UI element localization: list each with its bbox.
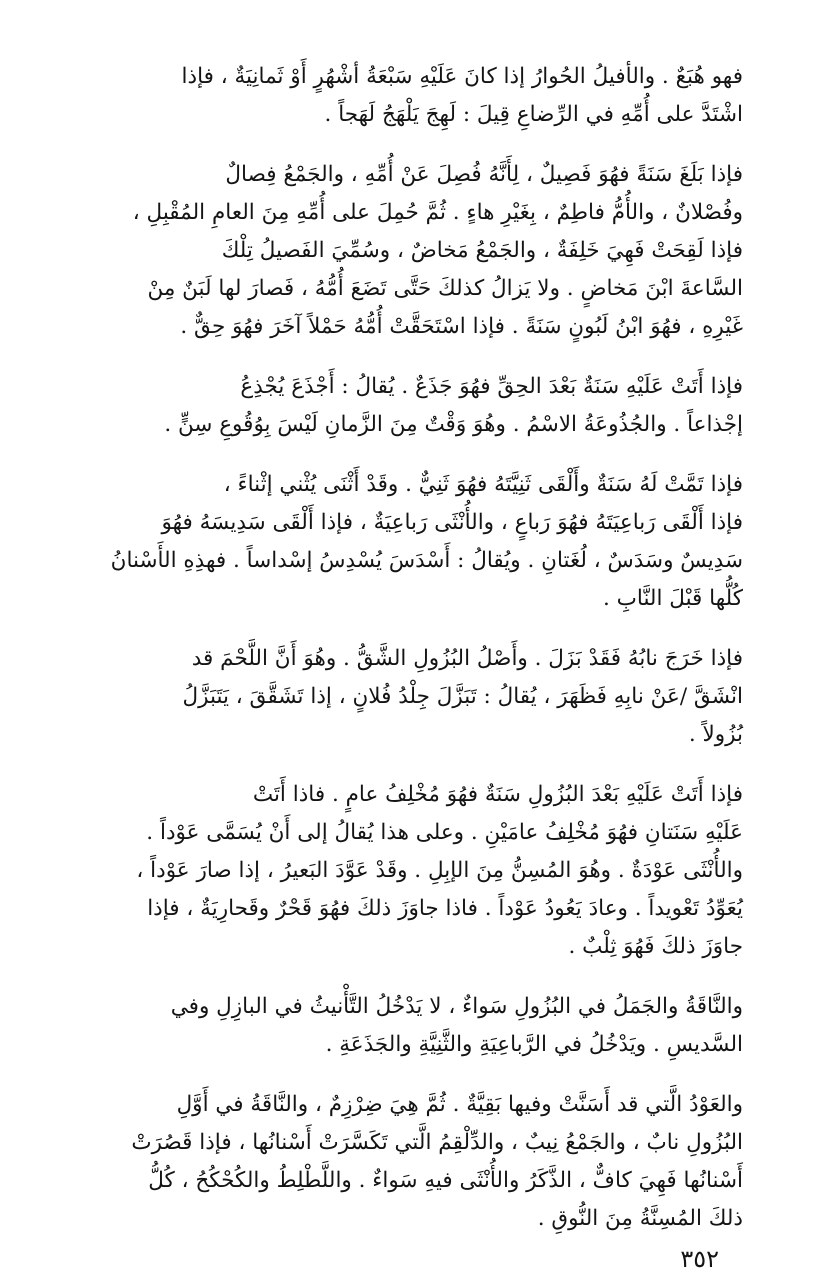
text-line: والأُنْثَى عَوْدَةٌ . وهُوَ المُسِنُّ مِنَ الإبِلِ . وقَدْ عَوَّدَ البَعيرُ ، إذا صارَ عَوْداً ، — [136, 858, 743, 883]
text-line: فإذا أَتَتْ عَلَيْهِ بَعْدَ البُزُولِ سَنَةٌ فهُوَ مُخْلِفُ عامٍ . فاذا أَتَتْ — [252, 782, 743, 807]
paragraph — [62, 156, 743, 346]
text-line: فإذا تَمَّتْ لَهُ سَنَةٌ وأَلْقَى ثَنِيَّتَهُ فهُوَ ثَنِيٌّ . وقَدْ أَثْنَى يُثْني إثْناءً ، — [223, 472, 743, 497]
text-line: وفُصْلانٌ ، والأُمُّ فاطِمٌ ، بِغَيْرِ هاءٍ . ثُمَّ حُمِلَ على أُمِّهِ مِنَ العامِ المُقْبِلِ ، — [132, 200, 743, 225]
paragraph — [62, 988, 743, 1064]
paragraph — [62, 776, 743, 966]
text-line: انْشَقَّ /عَنْ نابِهِ فَظَهَرَ ، يُقالُ : تَبَزَّلَ جِلْدُ فُلانٍ ، إذا تَشَقَّقَ ، يَتَبَزَّلُ — [182, 684, 743, 709]
text-line: البُزُولِ نابٌ ، والجَمْعُ نِيبٌ ، والدِّلْقِمُ الَّتي تَكَسَّرَتْ أَسْنانُها ، فإذا قَصُرَتْ — [131, 1130, 743, 1155]
text-line: فإذا أَلْقَى رَباعِيَتَهُ فهُوَ رَباعٍ ، والأُنْثَى رَباعِيَةٌ ، فإذا أَلْقَى سَدِيسَهُ فهُوَ — [161, 510, 743, 535]
text-line: فإذا بَلَغَ سَنَةً فهُوَ فَصِيلٌ ، لِأَنَّهُ فُصِلَ عَنْ أُمِّهِ ، والجَمْعُ فِصالٌ — [225, 162, 743, 187]
text-line: فهو هُبَعٌ . والأفيلُ الحُوارُ إذا كانَ عَلَيْهِ سَبْعَةُ أشْهُرٍ أَوْ ثَمانِيَةٌ ، فإذا — [181, 64, 743, 89]
text-line: إجْذاعاً . والجُذُوعَةُ الاسْمُ . وهُوَ وَقْتٌ مِنَ الزَّمانِ لَيْسَ بِوُقُوعِ سِنٍّ . — [164, 412, 743, 437]
text-line: أَسْنانُها فَهِيَ كافٌّ ، الذَّكَرُ والأُنْثَى فيهِ سَواءٌ . واللَّطْلِطُ والكُحْكُحُ ، كُلُّ — [148, 1168, 743, 1193]
text-line: سَدِيسٌ وسَدَسٌ ، لُغَتانِ . ويُقالُ : أَسْدَسَ يُسْدِسُ إسْداساً . فهذِهِ الأَسْنانُ — [110, 548, 743, 573]
text-line: فإذا لَقِحَتْ فَهِيَ خَلِفَةٌ ، والجَمْعُ مَخاضٌ ، وسُمِّيَ الفَصيلُ تِلْكَ — [221, 238, 743, 263]
text-line: فإذا أَتَتْ عَلَيْهِ سَنَةٌ بَعْدَ الحِقِّ فهُوَ جَذَعٌ . يُقالُ : أَجْذَعَ يُجْذِعُ — [240, 374, 743, 399]
text-line: جاوَزَ ذلكَ فَهُوَ ثِلْبٌ . — [568, 934, 743, 959]
paragraph — [62, 466, 743, 618]
text-line: والنَّاقَةُ والجَمَلُ في البُزُولِ سَواءٌ ، لا يَدْخُلُ التَّأْنيثُ في البازِلِ وفي — [170, 994, 743, 1019]
text-line: السَّديسِ . ويَدْخُلُ في الرَّباعِيَةِ والثَّنِيَّةِ والجَذَعَةِ . — [325, 1032, 743, 1057]
paragraph — [62, 368, 743, 444]
text-line: فإذا خَرَجَ نابُهُ فَقَدْ بَزَلَ . وأَصْلُ البُزُولِ الشَّقُّ . وهُوَ أَنَّ اللَّحْمَ قد — [191, 646, 743, 671]
text-line: يُعَوِّدُ تَعْويداً . وعادَ يَعُودُ عَوْداً . فاذا جاوَزَ ذلكَ فهُوَ قَحْرٌ وقَحارِيَةٌ ، فإذا — [147, 896, 743, 921]
paragraph — [62, 58, 743, 134]
paragraph — [62, 1086, 743, 1238]
text-line: والعَوْدُ الَّتي قد أَسَنَّتْ وفيها بَقِيَّةٌ . ثُمَّ هِيَ ضِرْزِمٌ ، والنَّاقَةُ في أَوَّلِ — [176, 1092, 743, 1117]
text-line: السَّاعةَ ابْنَ مَخاضٍ . ولا يَزالُ كذلكَ حَتَّى تَضَعَ أُمُّهُ ، فَصارَ لها لَبَنٌ مِنْ — [147, 276, 743, 301]
page-number: ٣٥٢ — [680, 1245, 719, 1273]
text-line: بُزُولاً . — [688, 722, 743, 747]
text-line: ذلكَ المُسِنَّةُ مِنَ النُّوقِ . — [537, 1206, 743, 1231]
paragraph — [62, 640, 743, 754]
text-line: غَيْرِهِ ، فهُوَ ابْنُ لَبُونٍ سَنَةً . فإذا اسْتَحَقَّتْ أُمُّهُ حَمْلاً آخَرَ فهُوَ حِقٌّ . — [180, 314, 743, 339]
text-line: اشْتَدَّ على أُمِّهِ في الرِّضاعِ قِيلَ : لَهِجَ يَلْهَجُ لَهَجاً . — [324, 102, 743, 127]
text-line: عَلَيْهِ سَنَتانِ فهُوَ مُخْلِفُ عامَيْنِ . وعلى هذا يُقالُ إلى أَنْ يُسَمَّى عَوْداً . — [146, 820, 743, 845]
text-line: كُلُّها قَبْلَ النَّابِ . — [602, 586, 743, 611]
